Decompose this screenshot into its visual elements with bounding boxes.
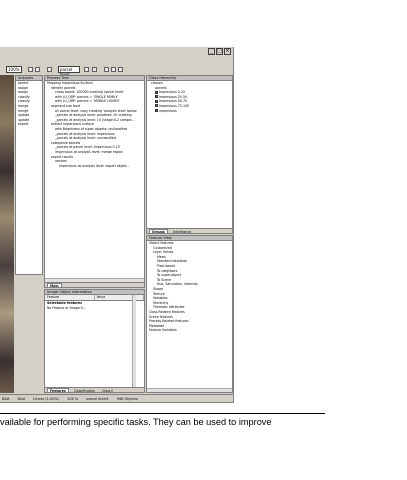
status-item: Blue <box>17 397 26 401</box>
maximize-button[interactable]: □ <box>217 48 222 54</box>
feature-item[interactable]: Metadata <box>149 323 165 328</box>
class-label: Impervious 75-100 <box>159 103 190 108</box>
feature-item[interactable]: Texture <box>153 291 165 296</box>
feature-view-title: Feature View <box>147 236 232 241</box>
process-tree-item[interactable]: Mapping impervious Surface <box>47 81 93 85</box>
info-tab[interactable]: Classification <box>73 389 95 393</box>
class-hierarchy-title: Class Hierarchy <box>147 76 232 81</box>
class-hierarchy-tabs <box>147 228 232 233</box>
info-icon[interactable] <box>104 67 109 72</box>
process-tree-item[interactable]: export results <box>51 154 74 159</box>
snippet-item[interactable]: update <box>18 113 30 118</box>
feature-item[interactable]: To-neighbors <box>157 268 178 273</box>
process-tree-item[interactable]: chess board: 100000 creating 'parcel level' <box>55 90 124 95</box>
feature-item[interactable]: Process-Related features <box>149 319 189 324</box>
feature-item[interactable]: Scene features <box>149 314 173 319</box>
layer-select[interactable]: parcel <box>58 66 80 73</box>
value-column-header: Value <box>95 295 145 300</box>
process-tree-item[interactable]: _parcels at analysis level: unclassified <box>55 136 116 141</box>
class-color-swatch <box>155 109 158 112</box>
process-tree-item[interactable]: vectors <box>55 159 67 164</box>
feature-item[interactable]: Pixel-based <box>157 263 176 268</box>
class-label: Impervious 0-25 <box>159 90 185 95</box>
snippet-item[interactable]: assign <box>18 85 29 90</box>
class-label: Impervious 25-50 <box>159 94 188 99</box>
snippet-item[interactable]: classify <box>18 94 30 99</box>
process-tree-item[interactable]: extract impervious surface <box>51 122 94 127</box>
process-tree-item[interactable]: _parcels at analysis level: quadtree: 20 creating <box>55 113 132 118</box>
feature-item[interactable]: Shape <box>153 286 163 291</box>
process-tree-item[interactable]: _parcels at parcel level: impervious 0-25 <box>55 145 120 150</box>
snippet-item[interactable]: export <box>18 122 29 127</box>
application-window <box>0 47 234 403</box>
process-tree-item[interactable]: _parcels at analysis level: 10 [shape:0.2 compct... <box>55 117 135 122</box>
status-item: parcel level1 <box>86 397 109 401</box>
snippet-item[interactable]: update <box>18 117 30 122</box>
feature-item[interactable]: Hierarchy <box>153 300 169 305</box>
feature-item[interactable]: To super-object <box>157 273 182 278</box>
horizontal-scrollbar[interactable] <box>147 388 232 392</box>
snippets-pane <box>15 75 43 275</box>
class-hierarchy-tab[interactable]: Inheritance <box>172 230 191 234</box>
image-object-info-pane <box>44 289 145 393</box>
info-row: Selectable features <box>47 301 83 305</box>
menu-bar <box>0 57 233 65</box>
feature-item[interactable]: Class-Related features <box>149 309 185 314</box>
process-tree-item[interactable]: with Brightness of super objects: unclassified <box>55 126 128 131</box>
process-tree-tabs <box>45 282 144 287</box>
arrow-down-icon[interactable] <box>84 67 89 72</box>
snippet-item[interactable]: merge <box>18 103 29 108</box>
status-item: Linear (1.00%) <box>33 397 60 401</box>
feature-item[interactable]: Variables <box>153 296 168 301</box>
feature-item[interactable]: To Scene <box>157 277 172 282</box>
feature-view-pane <box>146 235 233 393</box>
status-item: 100 % <box>67 397 79 401</box>
class-color-swatch <box>155 100 158 103</box>
feature-item[interactable]: Layer Values <box>153 250 174 255</box>
class-color-swatch <box>155 95 158 98</box>
feature-column-header: Feature <box>45 295 95 300</box>
process-tree-item[interactable]: identify parcels <box>51 85 76 90</box>
class-color-swatch <box>155 91 158 94</box>
info-tab[interactable]: Class E <box>101 389 114 393</box>
feature-item[interactable]: Feature Variables <box>149 328 177 333</box>
process-tree-pane <box>44 75 145 288</box>
snippet-item[interactable]: parent <box>18 81 29 85</box>
vertical-scrollbar[interactable] <box>132 295 136 387</box>
close-button[interactable]: × <box>225 48 230 54</box>
class-hierarchy-pane <box>146 75 233 234</box>
main-toolbar <box>0 65 233 75</box>
zoom-select[interactable]: 100% <box>6 66 22 73</box>
class-hierarchy-tab[interactable]: Groups <box>149 229 168 234</box>
title-bar <box>0 47 233 57</box>
minimize-button[interactable]: _ <box>208 48 215 55</box>
process-tree-item[interactable]: categorize parcels <box>51 140 81 145</box>
class-label: parcels <box>155 85 167 90</box>
class-item[interactable] <box>151 109 232 114</box>
process-tree-item[interactable]: impervious at analysis level: merge region <box>55 149 123 154</box>
class-label: impervious <box>159 108 177 113</box>
feature-item[interactable]: Mean <box>157 254 166 259</box>
process-tree-item[interactable]: with LU_QRP: parcels = 'SINGLE FAMILY' <box>55 94 119 99</box>
arrow-up-icon[interactable] <box>92 67 97 72</box>
feature-item[interactable]: Standard deviation <box>157 259 188 264</box>
class-color-swatch <box>155 104 158 107</box>
snippets-title: Snippets <box>16 76 42 81</box>
info-tabs <box>45 387 144 392</box>
process-tree-item[interactable]: with LU_QRP: parcels = 'MOBILE HOMES' <box>55 99 120 104</box>
status-item: B&B <box>2 397 10 401</box>
image-view[interactable] <box>0 75 14 393</box>
class-label: Impervious 50-75 <box>159 99 188 104</box>
zoom-in-icon[interactable] <box>28 67 33 72</box>
feature-item[interactable]: Hue, Saturation, Intensity <box>157 282 198 287</box>
image-object-info-title: Image Object Information <box>45 290 144 295</box>
snippet-item[interactable]: merge <box>18 108 29 113</box>
tab-main[interactable]: Main <box>47 283 62 288</box>
class-label: classes <box>151 81 163 85</box>
caption-divider <box>0 413 325 414</box>
snippet-item[interactable]: classify <box>18 99 30 104</box>
caption-text: vailable for performing specific tasks. They can be used to improve <box>0 417 272 427</box>
info-row: No Feature or Image O... <box>47 305 87 310</box>
grid-icon[interactable] <box>47 67 52 72</box>
process-tree-item[interactable]: segment sub level <box>51 103 81 108</box>
info-tab[interactable]: Features <box>47 388 69 393</box>
snippet-item[interactable]: assign <box>18 90 29 95</box>
step-icon[interactable] <box>118 67 123 72</box>
process-tree-item[interactable]: all parcel level: copy creating 'analysis level' below <box>55 108 137 113</box>
process-tree-item[interactable]: _parcels at analysis level: impervious <box>55 131 115 136</box>
feature-item[interactable]: Thematic attributes <box>153 305 185 310</box>
feature-item[interactable]: Customized <box>153 245 172 250</box>
status-bar <box>0 394 233 402</box>
feature-item[interactable]: Object features <box>149 241 174 245</box>
pan-icon[interactable] <box>35 67 40 72</box>
process-tree-item[interactable]: impervious at analysis level: export object... <box>59 163 130 168</box>
run-icon[interactable] <box>111 67 116 72</box>
process-tree-title: Process Tree <box>45 76 144 81</box>
window-controls <box>208 48 231 55</box>
status-item: 998 Objects <box>116 397 138 401</box>
